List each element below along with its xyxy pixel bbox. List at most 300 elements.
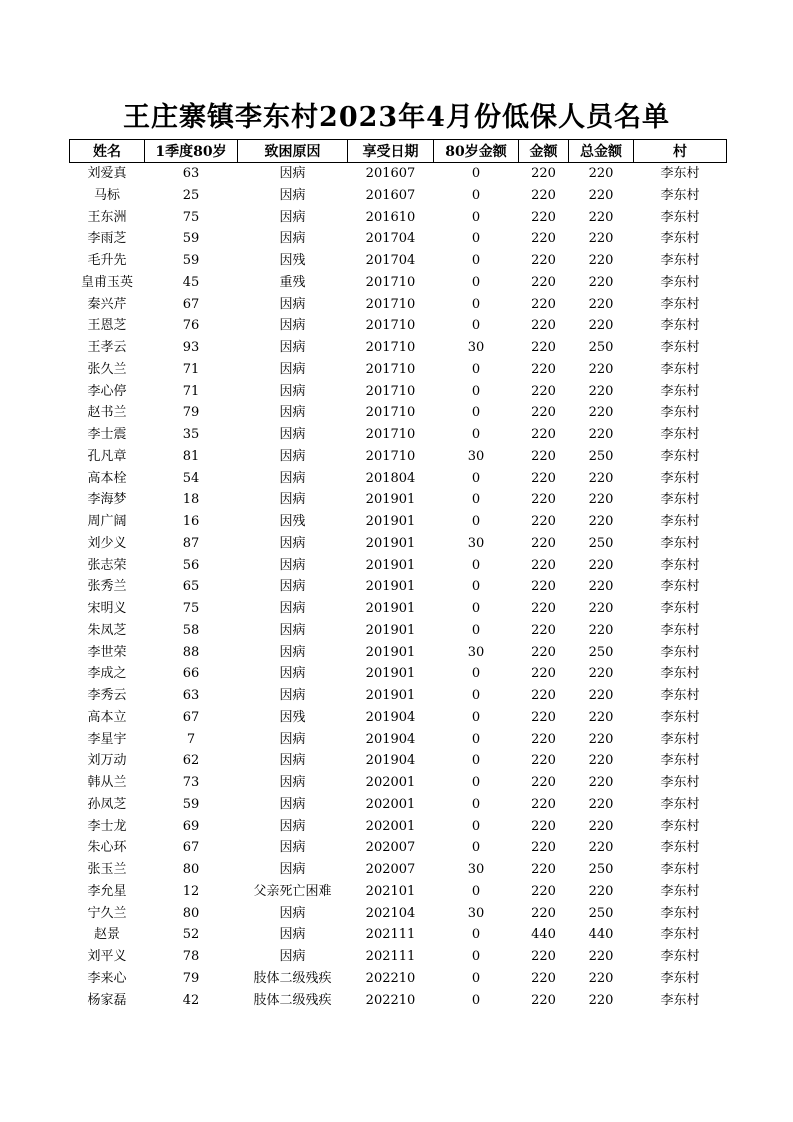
cell-reason: 因病 <box>279 905 306 921</box>
cell-bonus: 0 <box>471 775 481 790</box>
cell-total: 220 <box>588 187 614 203</box>
cell-village: 李东村 <box>660 296 700 312</box>
cell-reason: 因病 <box>279 601 306 616</box>
cell-date: 201607 <box>365 166 416 181</box>
cell-age: 87 <box>182 535 200 551</box>
cell-bonus: 0 <box>471 209 481 225</box>
table-row <box>70 446 727 468</box>
recipient-table <box>69 139 727 1011</box>
cell-reason: 因病 <box>279 427 306 442</box>
cell-name: 李士龙 <box>87 818 127 834</box>
cell-village: 李东村 <box>660 405 700 421</box>
cell-date: 201710 <box>365 274 416 290</box>
cell-date: 202111 <box>365 949 416 964</box>
cell-amount: 220 <box>531 470 556 486</box>
cell-village: 李东村 <box>660 992 700 1008</box>
cell-reason: 因病 <box>279 492 306 508</box>
cell-age: 16 <box>182 514 200 529</box>
cell-date: 202104 <box>365 905 416 921</box>
cell-village: 李东村 <box>660 775 700 790</box>
table-row <box>70 163 727 185</box>
cell-reason: 因病 <box>279 731 306 747</box>
table-row <box>70 685 727 707</box>
cell-name: 李雨芝 <box>87 231 127 247</box>
cell-reason: 因病 <box>279 340 306 355</box>
cell-reason: 因病 <box>279 862 306 877</box>
cell-total: 250 <box>588 905 614 921</box>
cell-reason: 因病 <box>279 448 306 464</box>
cell-reason: 因病 <box>279 361 306 377</box>
cell-date: 201710 <box>365 296 416 312</box>
table-row <box>70 315 727 337</box>
cell-amount: 220 <box>531 340 556 355</box>
cell-amount: 220 <box>531 448 556 464</box>
cell-village: 李东村 <box>660 601 700 616</box>
cell-age: 62 <box>182 753 200 769</box>
cell-total: 220 <box>588 753 614 769</box>
cell-bonus: 30 <box>467 905 485 921</box>
cell-name: 高本立 <box>87 709 127 725</box>
cell-date: 201901 <box>365 644 416 660</box>
cell-bonus: 30 <box>467 535 485 551</box>
cell-total: 250 <box>588 340 614 355</box>
cell-bonus: 0 <box>471 492 481 508</box>
cell-bonus: 0 <box>471 187 481 203</box>
cell-total: 220 <box>588 883 614 899</box>
cell-total: 220 <box>588 775 614 790</box>
cell-total: 220 <box>588 557 614 573</box>
cell-bonus: 0 <box>471 405 481 421</box>
table-row <box>70 750 727 772</box>
table-row <box>70 533 727 555</box>
cell-name: 李心停 <box>87 383 127 399</box>
cell-age: 81 <box>182 448 200 464</box>
cell-date: 201710 <box>365 427 416 442</box>
table-row <box>70 772 727 794</box>
cell-reason: 因病 <box>279 644 306 660</box>
cell-total: 220 <box>588 361 614 377</box>
cell-amount: 220 <box>531 709 556 725</box>
cell-age: 7 <box>186 731 196 747</box>
cell-bonus: 0 <box>471 514 481 529</box>
cell-village: 李东村 <box>660 427 700 442</box>
cell-amount: 220 <box>531 579 556 595</box>
cell-bonus: 0 <box>471 318 481 334</box>
cell-amount: 220 <box>531 166 556 181</box>
cell-village: 李东村 <box>660 970 700 986</box>
cell-reason: 因病 <box>279 796 306 812</box>
cell-amount: 440 <box>531 927 556 943</box>
header-date: 享受日期 <box>348 140 434 163</box>
cell-name: 李允星 <box>87 883 127 899</box>
cell-reason: 因病 <box>279 209 306 225</box>
cell-age: 35 <box>182 427 200 442</box>
cell-bonus: 30 <box>467 644 485 660</box>
cell-total: 220 <box>588 405 614 421</box>
table-row <box>70 185 727 207</box>
cell-reason: 因病 <box>279 775 306 790</box>
cell-name: 王孝云 <box>87 340 127 355</box>
cell-village: 李东村 <box>660 187 700 203</box>
cell-bonus: 0 <box>471 427 481 442</box>
cell-age: 73 <box>182 775 200 790</box>
table-row <box>70 903 727 925</box>
cell-name: 周广阔 <box>87 514 127 529</box>
cell-date: 202001 <box>365 796 416 812</box>
cell-amount: 220 <box>531 949 556 964</box>
cell-village: 李东村 <box>660 383 700 399</box>
cell-name: 杨家磊 <box>87 992 127 1008</box>
cell-amount: 220 <box>531 753 556 769</box>
cell-amount: 220 <box>531 535 556 551</box>
cell-village: 李东村 <box>660 709 700 725</box>
cell-date: 201710 <box>365 361 416 377</box>
table-row <box>70 859 727 881</box>
table-row <box>70 598 727 620</box>
cell-bonus: 0 <box>471 818 481 834</box>
cell-age: 71 <box>182 361 200 377</box>
header-total: 总金额 <box>569 140 634 163</box>
cell-reason: 因病 <box>279 753 306 769</box>
cell-amount: 220 <box>531 688 556 703</box>
cell-bonus: 0 <box>471 753 481 769</box>
cell-bonus: 0 <box>471 927 481 943</box>
cell-village: 李东村 <box>660 470 700 486</box>
cell-name: 张秀兰 <box>87 579 127 595</box>
cell-total: 220 <box>588 166 614 181</box>
table-row <box>70 272 727 294</box>
cell-total: 220 <box>588 470 614 486</box>
cell-village: 李东村 <box>660 166 700 181</box>
cell-amount: 220 <box>531 666 556 682</box>
cell-village: 李东村 <box>660 927 700 943</box>
table-row <box>70 468 727 490</box>
cell-reason: 父亲死亡困难 <box>253 883 332 899</box>
cell-date: 201710 <box>365 318 416 334</box>
cell-village: 李东村 <box>660 253 700 268</box>
table-row <box>70 794 727 816</box>
cell-reason: 因残 <box>279 709 306 725</box>
table-row <box>70 489 727 511</box>
cell-name: 宋明义 <box>87 601 127 616</box>
table-row <box>70 946 727 968</box>
cell-name: 赵书兰 <box>87 405 127 421</box>
cell-total: 220 <box>588 253 614 268</box>
cell-reason: 因病 <box>279 166 306 181</box>
table-row <box>70 250 727 272</box>
cell-village: 李东村 <box>660 318 700 334</box>
cell-bonus: 30 <box>467 340 485 355</box>
cell-reason: 因病 <box>279 949 306 964</box>
cell-total: 220 <box>588 579 614 595</box>
cell-age: 59 <box>182 231 200 247</box>
table-header-row <box>70 140 727 163</box>
cell-name: 刘万动 <box>87 753 127 769</box>
cell-age: 18 <box>182 492 200 508</box>
cell-age: 59 <box>182 796 200 812</box>
cell-name: 张玉兰 <box>87 862 127 877</box>
cell-amount: 220 <box>531 405 556 421</box>
table-row <box>70 337 727 359</box>
cell-name: 朱心环 <box>87 840 127 856</box>
cell-village: 李东村 <box>660 688 700 703</box>
table-row <box>70 642 727 664</box>
cell-name: 李世荣 <box>87 644 127 660</box>
cell-total: 220 <box>588 427 614 442</box>
cell-village: 李东村 <box>660 579 700 595</box>
cell-age: 79 <box>182 970 200 986</box>
cell-village: 李东村 <box>660 753 700 769</box>
table-row <box>70 663 727 685</box>
cell-reason: 因病 <box>279 927 306 943</box>
header-village: 村 <box>634 140 727 163</box>
cell-date: 201901 <box>365 557 416 573</box>
cell-name: 韩从兰 <box>87 775 127 790</box>
cell-date: 201710 <box>365 340 416 355</box>
cell-amount: 220 <box>531 862 556 877</box>
cell-reason: 因病 <box>279 470 306 486</box>
cell-amount: 220 <box>531 840 556 856</box>
cell-village: 李东村 <box>660 666 700 682</box>
cell-bonus: 30 <box>467 862 485 877</box>
cell-date: 201901 <box>365 492 416 508</box>
cell-age: 63 <box>182 688 200 703</box>
cell-village: 李东村 <box>660 949 700 964</box>
cell-date: 202111 <box>365 927 416 943</box>
cell-reason: 重残 <box>279 274 306 290</box>
cell-total: 220 <box>588 383 614 399</box>
cell-bonus: 0 <box>471 709 481 725</box>
cell-bonus: 0 <box>471 470 481 486</box>
cell-village: 李东村 <box>660 340 700 355</box>
cell-name: 宁久兰 <box>87 905 127 921</box>
cell-village: 李东村 <box>660 818 700 834</box>
table-row <box>70 424 727 446</box>
cell-name: 朱凤芝 <box>87 622 127 638</box>
cell-date: 202210 <box>365 970 416 986</box>
cell-date: 201904 <box>365 731 416 747</box>
cell-name: 李士震 <box>87 427 127 442</box>
cell-name: 王东洲 <box>87 209 127 225</box>
cell-village: 李东村 <box>660 731 700 747</box>
header-bonus: 80岁金额 <box>434 140 519 163</box>
cell-date: 201704 <box>365 253 416 268</box>
table-row <box>70 402 727 424</box>
cell-date: 201710 <box>365 405 416 421</box>
cell-bonus: 0 <box>471 622 481 638</box>
cell-name: 刘爱真 <box>87 166 127 181</box>
cell-date: 202001 <box>365 775 416 790</box>
cell-bonus: 0 <box>471 666 481 682</box>
cell-name: 李海梦 <box>87 492 127 508</box>
cell-total: 220 <box>588 231 614 247</box>
cell-age: 54 <box>182 470 200 486</box>
cell-total: 220 <box>588 274 614 290</box>
header-reason: 致困原因 <box>238 140 348 163</box>
cell-reason: 因病 <box>279 840 306 856</box>
cell-total: 220 <box>588 731 614 747</box>
cell-amount: 220 <box>531 231 556 247</box>
cell-village: 李东村 <box>660 231 700 247</box>
cell-bonus: 0 <box>471 601 481 616</box>
table-row <box>70 968 727 990</box>
cell-bonus: 0 <box>471 970 481 986</box>
cell-bonus: 0 <box>471 883 481 899</box>
table-row <box>70 359 727 381</box>
cell-bonus: 0 <box>471 840 481 856</box>
cell-amount: 220 <box>531 492 556 508</box>
cell-age: 58 <box>182 622 200 638</box>
cell-amount: 220 <box>531 209 556 225</box>
cell-reason: 因病 <box>279 296 306 312</box>
cell-bonus: 0 <box>471 796 481 812</box>
table-row <box>70 576 727 598</box>
cell-village: 李东村 <box>660 492 700 508</box>
cell-date: 201901 <box>365 579 416 595</box>
cell-reason: 因病 <box>279 405 306 421</box>
cell-age: 76 <box>182 318 200 334</box>
cell-date: 201704 <box>365 231 416 247</box>
cell-age: 78 <box>182 949 200 964</box>
cell-bonus: 0 <box>471 992 481 1008</box>
table-body <box>70 163 727 1012</box>
cell-date: 201607 <box>365 187 416 203</box>
cell-name: 孔凡章 <box>87 448 127 464</box>
cell-village: 李东村 <box>660 622 700 638</box>
cell-amount: 220 <box>531 274 556 290</box>
table-row <box>70 881 727 903</box>
cell-age: 67 <box>182 296 200 312</box>
cell-age: 93 <box>182 340 200 355</box>
cell-amount: 220 <box>531 427 556 442</box>
cell-age: 63 <box>182 166 200 181</box>
cell-bonus: 0 <box>471 557 481 573</box>
cell-reason: 肢体二级残疾 <box>253 970 332 986</box>
cell-amount: 220 <box>531 296 556 312</box>
cell-total: 220 <box>588 949 614 964</box>
cell-total: 250 <box>588 862 614 877</box>
cell-reason: 因病 <box>279 535 306 551</box>
table-row <box>70 990 727 1012</box>
cell-age: 75 <box>182 601 200 616</box>
cell-age: 71 <box>182 383 200 399</box>
cell-name: 张志荣 <box>87 557 127 573</box>
cell-reason: 因病 <box>279 579 306 595</box>
table-row <box>70 707 727 729</box>
table-row <box>70 294 727 316</box>
cell-village: 李东村 <box>660 514 700 529</box>
document-title: 王庄寨镇李东村2023年4月份低保人员名单 <box>123 102 670 133</box>
cell-age: 67 <box>182 709 200 725</box>
cell-village: 李东村 <box>660 274 700 290</box>
cell-name: 李成之 <box>87 666 127 682</box>
cell-amount: 220 <box>531 383 556 399</box>
cell-village: 李东村 <box>660 209 700 225</box>
cell-name: 李秀云 <box>87 688 127 703</box>
cell-village: 李东村 <box>660 796 700 812</box>
cell-total: 220 <box>588 622 614 638</box>
cell-village: 李东村 <box>660 535 700 551</box>
cell-name: 孙凤芝 <box>87 796 127 812</box>
cell-village: 李东村 <box>660 883 700 899</box>
cell-total: 220 <box>588 666 614 682</box>
cell-date: 201901 <box>365 601 416 616</box>
cell-total: 250 <box>588 535 614 551</box>
cell-name: 李星宇 <box>87 731 127 747</box>
cell-name: 毛升先 <box>87 253 127 268</box>
cell-total: 220 <box>588 601 614 616</box>
cell-date: 202007 <box>365 862 416 877</box>
cell-reason: 因病 <box>279 383 306 399</box>
cell-date: 201901 <box>365 535 416 551</box>
cell-village: 李东村 <box>660 840 700 856</box>
cell-date: 202001 <box>365 818 416 834</box>
cell-date: 202101 <box>365 883 416 899</box>
cell-age: 66 <box>182 666 200 682</box>
cell-date: 201901 <box>365 688 416 703</box>
cell-amount: 220 <box>531 970 556 986</box>
cell-name: 秦兴芹 <box>87 296 127 312</box>
cell-name: 马标 <box>93 187 120 203</box>
cell-total: 220 <box>588 709 614 725</box>
cell-bonus: 0 <box>471 296 481 312</box>
cell-date: 201904 <box>365 709 416 725</box>
cell-amount: 220 <box>531 992 556 1008</box>
cell-total: 220 <box>588 209 614 225</box>
cell-village: 李东村 <box>660 862 700 877</box>
cell-date: 201710 <box>365 383 416 399</box>
table-row <box>70 511 727 533</box>
cell-bonus: 0 <box>471 253 481 268</box>
cell-bonus: 0 <box>471 579 481 595</box>
cell-amount: 220 <box>531 622 556 638</box>
cell-total: 250 <box>588 644 614 660</box>
cell-name: 王恩芝 <box>87 318 127 334</box>
cell-date: 201710 <box>365 448 416 464</box>
cell-date: 202210 <box>365 992 416 1008</box>
cell-amount: 220 <box>531 361 556 377</box>
cell-age: 67 <box>182 840 200 856</box>
table-row <box>70 207 727 229</box>
cell-amount: 220 <box>531 187 556 203</box>
cell-age: 56 <box>182 557 200 573</box>
cell-reason: 因病 <box>279 187 306 203</box>
cell-total: 250 <box>588 448 614 464</box>
cell-age: 52 <box>182 927 200 943</box>
cell-name: 刘平义 <box>87 949 127 964</box>
cell-reason: 因病 <box>279 318 306 334</box>
cell-age: 88 <box>182 644 200 660</box>
table-row <box>70 837 727 859</box>
cell-village: 李东村 <box>660 905 700 921</box>
cell-total: 440 <box>588 927 614 943</box>
cell-name: 赵景 <box>93 927 120 943</box>
cell-age: 42 <box>182 992 200 1008</box>
cell-date: 201804 <box>365 470 416 486</box>
cell-bonus: 0 <box>471 949 481 964</box>
cell-age: 69 <box>182 818 200 834</box>
cell-amount: 220 <box>531 557 556 573</box>
cell-village: 李东村 <box>660 644 700 660</box>
cell-name: 李来心 <box>87 970 127 986</box>
header-name: 姓名 <box>70 140 145 163</box>
cell-reason: 肢体二级残疾 <box>253 992 332 1008</box>
cell-village: 李东村 <box>660 448 700 464</box>
table-row <box>70 729 727 751</box>
cell-total: 220 <box>588 818 614 834</box>
cell-bonus: 0 <box>471 688 481 703</box>
table-row <box>70 924 727 946</box>
